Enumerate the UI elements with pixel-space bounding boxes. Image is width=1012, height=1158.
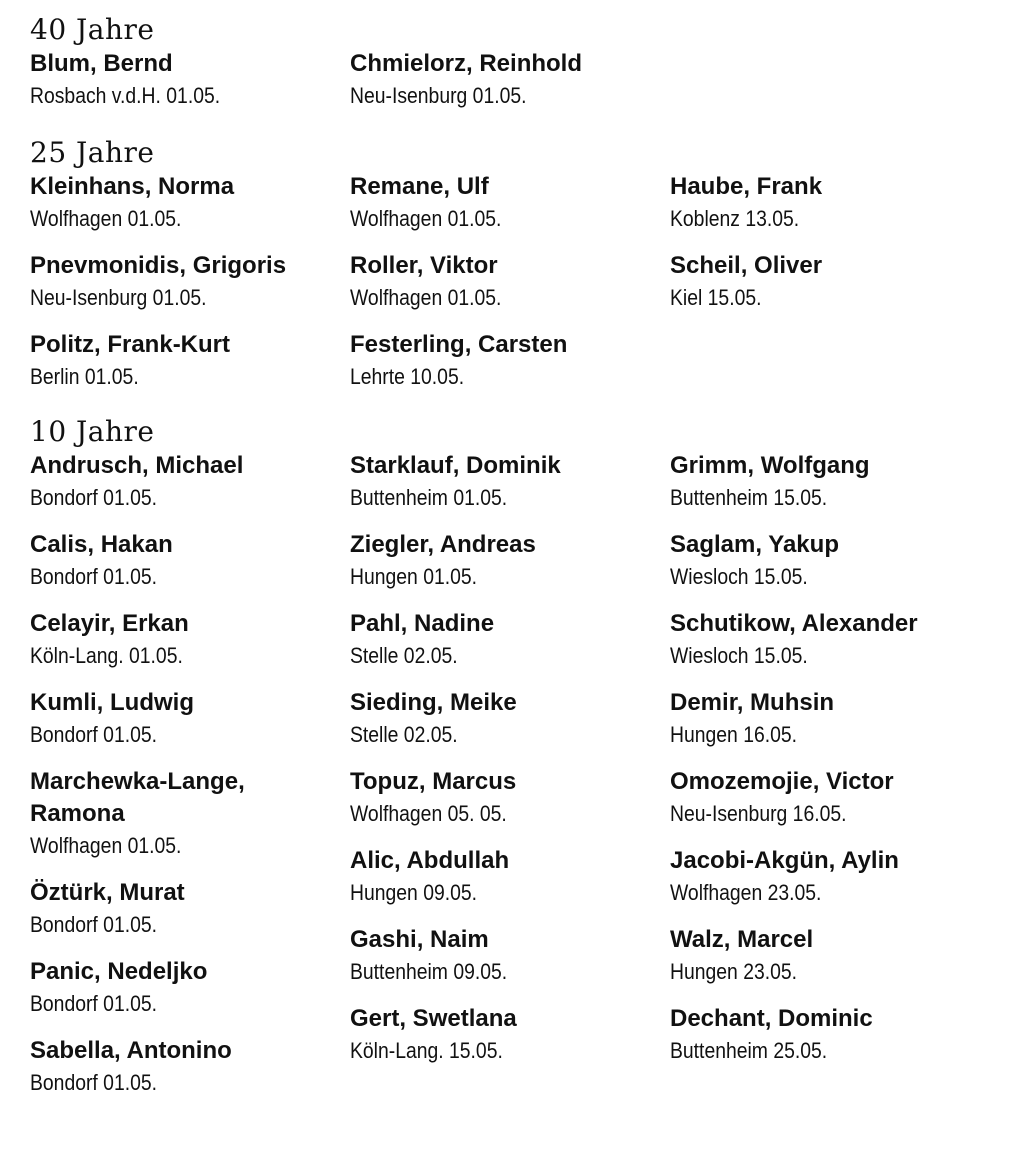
- location-date: Lehrte 10.05.: [350, 364, 465, 389]
- section-heading: 10 Jahre: [30, 415, 155, 448]
- person-name: Omozemojie, Victor: [670, 768, 894, 795]
- entry-column: [350, 48, 670, 127]
- location-date: Buttenheim 01.05.: [350, 485, 508, 510]
- list-item: [30, 48, 350, 127]
- person-name: Walz, Marcel: [670, 926, 814, 953]
- person-name: Demir, Muhsin: [670, 689, 835, 716]
- location-date: Stelle 02.05.: [350, 643, 458, 668]
- list-item: [350, 687, 670, 766]
- list-item: [670, 608, 990, 687]
- location-date: Buttenheim 15.05.: [670, 485, 828, 510]
- entry-column: [30, 450, 350, 1114]
- person-name: Starklauf, Dominik: [350, 452, 561, 479]
- location-date: Koblenz 13.05.: [670, 206, 800, 231]
- entry-column: [350, 171, 670, 408]
- list-item: [670, 250, 990, 329]
- person-name: Scheil, Oliver: [670, 252, 823, 279]
- list-item: [350, 608, 670, 687]
- location-date: Buttenheim 25.05.: [670, 1038, 828, 1063]
- location-date: Bondorf 01.05.: [30, 722, 158, 747]
- section-25-jahre: [30, 135, 990, 414]
- person-name: Pnevmonidis, Grigoris: [30, 252, 287, 279]
- location-date: Hungen 23.05.: [670, 959, 798, 984]
- list-item: [30, 877, 350, 956]
- person-name: Dechant, Dominic: [670, 1005, 873, 1032]
- list-item: [30, 529, 350, 608]
- list-item: [350, 250, 670, 329]
- anniversary-list: [30, 12, 990, 1114]
- location-date: Hungen 09.05.: [350, 880, 478, 905]
- person-name: Pahl, Nadine: [350, 610, 495, 637]
- location-date: Rosbach v.d.H. 01.05.: [30, 83, 221, 108]
- list-item: [670, 687, 990, 766]
- location-date: Wolfhagen 01.05.: [30, 833, 182, 858]
- list-item: [350, 48, 670, 127]
- location-date: Berlin 01.05.: [30, 364, 139, 389]
- person-name: Gert, Swetlana: [350, 1005, 517, 1032]
- location-date: Hungen 16.05.: [670, 722, 798, 747]
- person-name: Calis, Hakan: [30, 531, 173, 558]
- location-date: Köln-Lang. 01.05.: [30, 643, 183, 668]
- person-name: Haube, Frank: [670, 173, 823, 200]
- location-date: Köln-Lang. 15.05.: [350, 1038, 503, 1063]
- location-date: Hungen 01.05.: [350, 564, 478, 589]
- person-name: Öztürk, Murat: [30, 879, 185, 906]
- section-heading: 25 Jahre: [30, 136, 155, 169]
- list-item: [30, 450, 350, 529]
- list-item: [30, 329, 350, 408]
- list-item: [30, 956, 350, 1035]
- list-item: [30, 250, 350, 329]
- person-name: Andrusch, Michael: [30, 452, 244, 479]
- location-date: Neu-Isenburg 01.05.: [30, 285, 207, 310]
- location-date: Bondorf 01.05.: [30, 564, 158, 589]
- list-item: [30, 171, 350, 250]
- person-name: Gashi, Naim: [350, 926, 489, 953]
- list-item: [670, 450, 990, 529]
- entry-grid: [30, 450, 990, 1114]
- person-name: Kleinhans, Norma: [30, 173, 235, 200]
- person-name: Ziegler, Andreas: [350, 531, 536, 558]
- list-item: [350, 1003, 670, 1082]
- location-date: Bondorf 01.05.: [30, 1070, 158, 1095]
- list-item: [670, 845, 990, 924]
- section-10-jahre: [30, 414, 990, 1114]
- list-item: [30, 687, 350, 766]
- entry-column: [670, 171, 990, 408]
- location-date: Buttenheim 09.05.: [350, 959, 508, 984]
- list-item: [350, 171, 670, 250]
- list-item: [350, 845, 670, 924]
- list-item: [670, 529, 990, 608]
- location-date: Neu-Isenburg 01.05.: [350, 83, 527, 108]
- person-name: Chmielorz, Reinhold: [350, 50, 583, 77]
- person-name: Schutikow, Alexander: [670, 610, 918, 637]
- entry-column: [670, 48, 990, 127]
- person-name: Politz, Frank-Kurt: [30, 331, 231, 358]
- entry-grid: [30, 48, 990, 127]
- list-item: [30, 766, 350, 877]
- location-date: Wolfhagen 23.05.: [670, 880, 822, 905]
- person-name: Festerling, Carsten: [350, 331, 568, 358]
- person-name: Celayir, Erkan: [30, 610, 189, 637]
- list-item: [30, 608, 350, 687]
- person-name: Remane, Ulf: [350, 173, 489, 200]
- list-item: [350, 529, 670, 608]
- location-date: Wolfhagen 01.05.: [350, 285, 502, 310]
- section-40-jahre: [30, 12, 990, 135]
- location-date: Wiesloch 15.05.: [670, 564, 808, 589]
- location-date: Wolfhagen 05. 05.: [350, 801, 507, 826]
- list-item: [670, 766, 990, 845]
- person-name: Roller, Viktor: [350, 252, 498, 279]
- entry-column: [30, 48, 350, 127]
- location-date: Bondorf 01.05.: [30, 912, 158, 937]
- person-name: Topuz, Marcus: [350, 768, 517, 795]
- location-date: Kiel 15.05.: [670, 285, 762, 310]
- location-date: Wolfhagen 01.05.: [350, 206, 502, 231]
- location-date: Stelle 02.05.: [350, 722, 458, 747]
- list-item: [350, 450, 670, 529]
- section-heading: 40 Jahre: [30, 13, 155, 46]
- location-date: Bondorf 01.05.: [30, 485, 158, 510]
- entry-grid: [30, 171, 990, 408]
- list-item: [350, 329, 670, 408]
- person-name: Kumli, Ludwig: [30, 689, 194, 716]
- location-date: Neu-Isenburg 16.05.: [670, 801, 847, 826]
- person-name: Alic, Abdullah: [350, 847, 510, 874]
- list-item: [670, 924, 990, 1003]
- list-item: [350, 766, 670, 845]
- location-date: Wiesloch 15.05.: [670, 643, 808, 668]
- list-item: [670, 171, 990, 250]
- list-item: [30, 1035, 350, 1114]
- person-name: Marchewka-Lange, Ramona: [30, 768, 245, 827]
- list-item: [350, 924, 670, 1003]
- entry-column: [350, 450, 670, 1114]
- location-date: Wolfhagen 01.05.: [30, 206, 182, 231]
- person-name: Sieding, Meike: [350, 689, 517, 716]
- location-date: Bondorf 01.05.: [30, 991, 158, 1016]
- person-name: Blum, Bernd: [30, 50, 173, 77]
- entry-column: [670, 450, 990, 1114]
- list-item: [670, 1003, 990, 1082]
- person-name: Jacobi-Akgün, Aylin: [670, 847, 899, 874]
- person-name: Panic, Nedeljko: [30, 958, 208, 985]
- entry-column: [30, 171, 350, 408]
- person-name: Grimm, Wolfgang: [670, 452, 870, 479]
- person-name: Sabella, Antonino: [30, 1037, 232, 1064]
- person-name: Saglam, Yakup: [670, 531, 839, 558]
